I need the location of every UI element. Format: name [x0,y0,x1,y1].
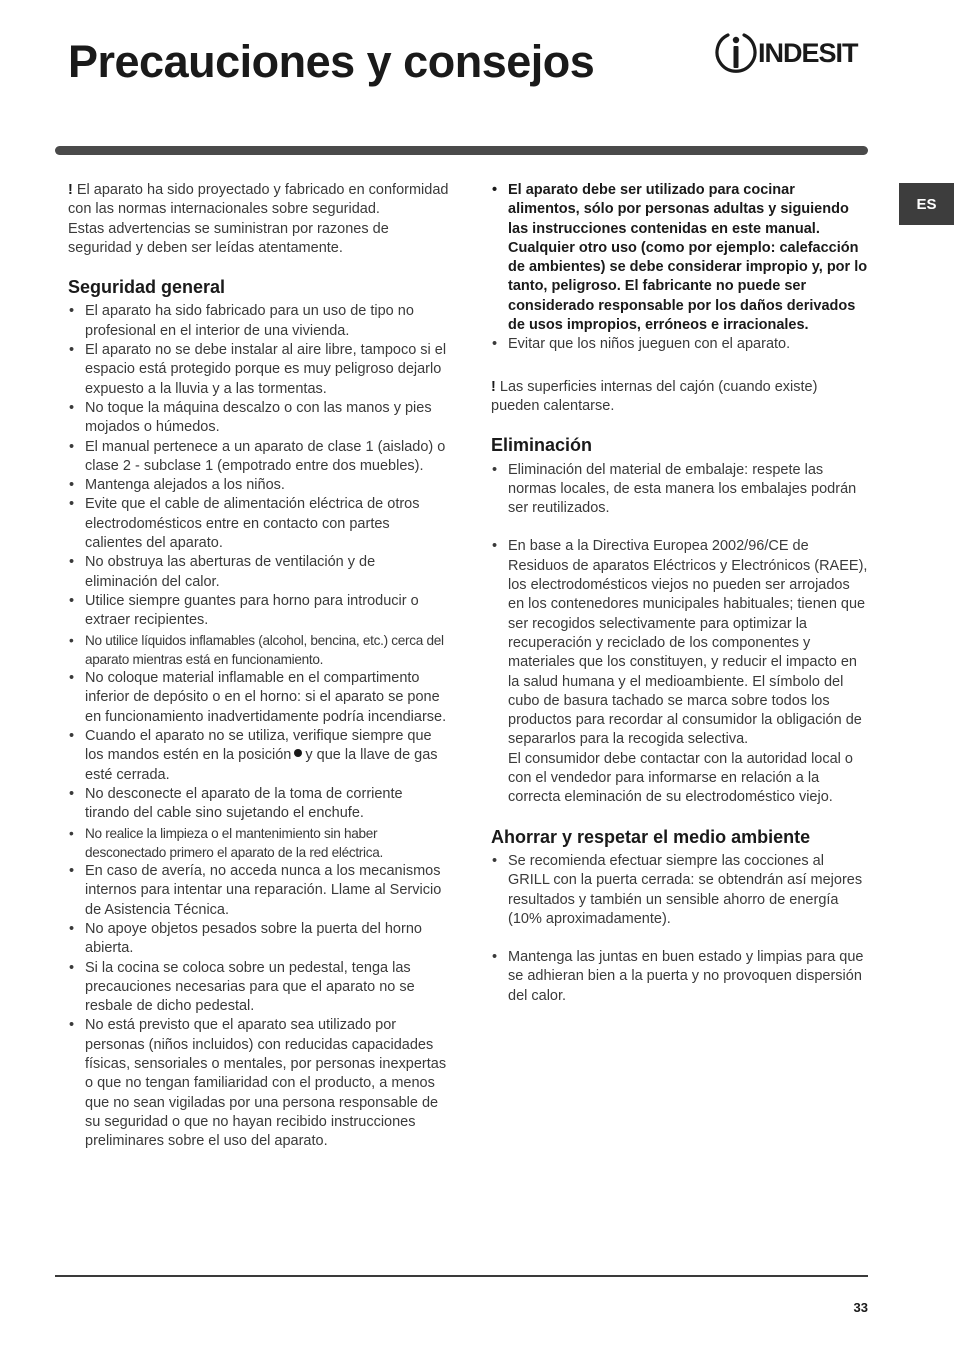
bottom-divider [55,1275,868,1277]
page-title: Precauciones y consejos [68,36,595,87]
list-item: • No coloque material inflamable en el compartimento inferior de depósito o en el horno: si el aparato se pone en funcionamiento inadvertidamente podría incendiarse. [68,669,450,727]
list-item: • El aparato no se debe instalar al aire libre, tampoco si el espacio está protegido porque es muy peligroso dejarlo expuesto a la lluvia y a las tormentas. [68,341,450,399]
language-tab: ES [899,183,954,225]
raee-text-cont: El consumidor debe contactar con la autoridad local o con el vendedor para informarse en relación a la correcta eleminación de su electrodoméstico viejo. [508,750,853,806]
section-heading-seguridad: Seguridad general [68,277,226,298]
list-item: • Se recomienda efectuar siempre las cocciones al GRILL con la puerta cerrada: se obtendrán así mejores resultados y también un sensible ahorro de energía (10% aproximadamente). [491,852,869,929]
usage-list [491,181,869,355]
right-column [491,181,869,1006]
drawer-note-text: Las superficies internas del cajón (cuando existe) pueden calentarse. [491,378,818,414]
list-item: • Eliminación del material de embalaje: respete las normas locales, de esta manera los embalajes podrán ser reutilizados. [491,461,869,519]
list-item: • En caso de avería, no acceda nunca a los mecanismos internos para intentar una reparación. Llame al Servicio de Asistencia Técnica. [68,862,450,920]
list-item: • Mantenga alejados a los niños. [68,476,450,495]
indesit-logo-icon [714,30,758,78]
list-item: • No toque la máquina descalzo o con las manos y pies mojados o húmedos. [68,399,450,438]
eliminacion-list [491,461,869,808]
drawer-note [491,378,869,417]
warning-mark: ! [491,378,496,395]
seguridad-list [68,302,450,1151]
intro-text: El aparato ha sido proyectado y fabricado en conformidad con las normas internacionales sobre seguridad. [68,182,449,218]
list-item: • El aparato ha sido fabricado para un uso de tipo no profesional en el interior de una vivienda. [68,302,450,341]
list-item: • Si la cocina se coloca sobre un pedestal, tenga las precauciones necesarias para que el aparato no se resbale de dicho pedestal. [68,959,450,1017]
knobs-text-before: Cuando el aparato no se utiliza, verifique siempre que los mandos estén en la posición [85,728,432,764]
list-item: • No está previsto que el aparato sea utilizado por personas (niños incluidos) con reducidas capacidades físicas, sensoriales o mentales, por personas inexpertas o que no tengan familiaridad con el producto, a menos que no sean vigiladas por una persona responsable de su seguridad o que no hayan recibido instrucciones preliminares sobre el uso del aparato. [68,1016,450,1151]
knobs-text-after: y que la llave de gas esté cerrada. [85,747,438,783]
list-item: • No obstruya las aberturas de ventilación y de eliminación del calor. [68,553,450,592]
warning-mark: ! [68,182,73,198]
list-item: • No realice la limpieza o el mantenimiento sin haber desconectado primero el aparato de la red eléctrica. [68,824,450,863]
brand-name: INDESIT [758,38,858,68]
list-item-knobs [68,727,450,785]
list-item [491,537,869,807]
list-item: • Utilice siempre guantes para horno para introducir o extraer recipientes. [68,592,450,631]
list-item: • Evitar que los niños jueguen con el aparato. [491,335,869,354]
section-heading-eliminacion: Eliminación [491,435,593,456]
list-item: • No apoye objetos pesados sobre la puerta del horno abierta. [68,920,450,959]
ahorrar-list [491,852,869,1006]
list-item: • El manual pertenece a un aparato de clase 1 (aislado) o clase 2 - subclase 1 (empotrado entre dos muebles). [68,438,450,477]
list-item-bold: • El aparato debe ser utilizado para cocinar alimentos, sólo por personas adultas y siguiendo las instrucciones contenidas en este manual. Cualquier otro uso (como por ejemplo: calefacción de ambientes) se debe considerar impropio y, por lo tanto, peligroso. El fabricante no puede ser considerado responsable por los daños derivados de usos impropios, erróneos e irracionales. [491,181,869,335]
indesit-logo [714,30,870,78]
list-item: • No desconecte el aparato de la toma de corriente tirando del cable sino sujetando el enchufe. [68,785,450,824]
intro-paragraph [68,181,450,220]
top-divider [55,146,868,155]
list-item: • Evite que el cable de alimentación eléctrica de otros electrodomésticos entre en contacto con partes calientes del aparato. [68,495,450,553]
list-item: • Mantenga las juntas en buen estado y limpias para que se adhieran bien a la puerta y no provoquen dispersión del calor. [491,948,869,1006]
off-position-icon [294,749,302,757]
list-item: • No utilice líquidos inflamables (alcohol, bencina, etc.) cerca del aparato mientras está en funcionamiento. [68,631,450,670]
raee-text: En base a la Directiva Europea 2002/96/CE de Residuos de aparatos Eléctricos y Electrónicos (RAEE), los electrodomésticos viejos no pueden ser arrojados en los contenedores municipales habituales; tienen que ser recogidos selectivamente para optimizar la recuperación y reciclado de los componentes y materiales que los constituyen, y reducir el impacto en la salud humana y el medioambiente. El símbolo del cubo de basura tachado se marca sobre todos los productos para recordar al consumidor la obligación de separarlos para la recogida selectiva. [508,538,868,748]
intro-paragraph-2: Estas advertencias se suministran por razones de seguridad y deben ser leídas atentamente. [68,220,389,256]
section-heading-ahorrar: Ahorrar y respetar el medio ambiente [491,826,811,847]
left-column [68,181,450,1152]
page-number: 33 [853,1300,868,1315]
